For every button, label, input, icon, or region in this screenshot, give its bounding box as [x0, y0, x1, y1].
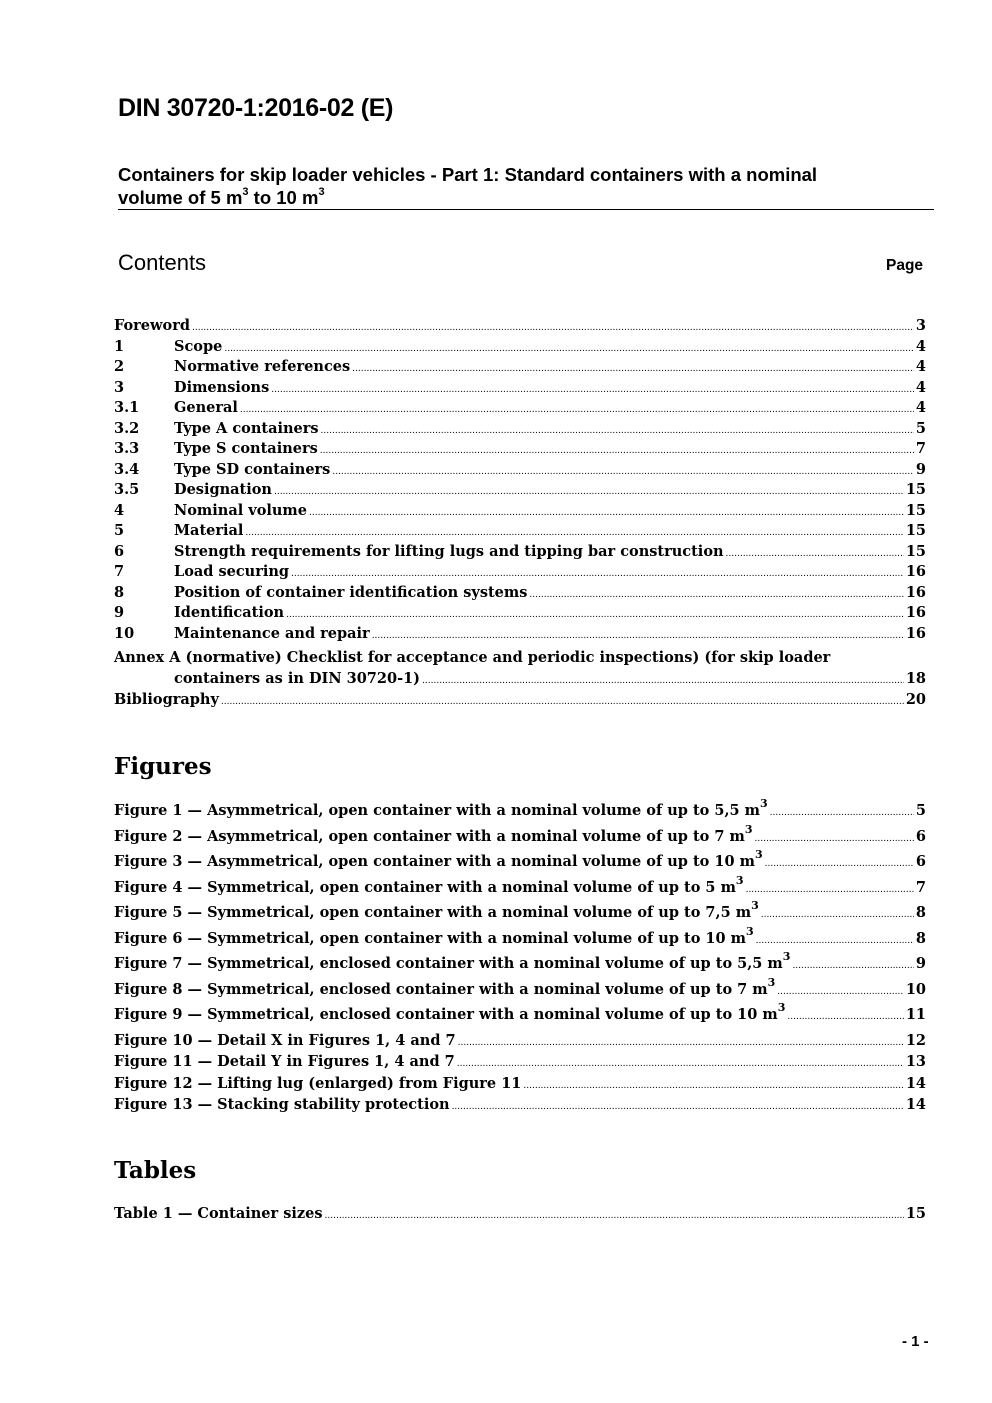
figure-label-superscript: 3 — [735, 873, 744, 887]
toc-leader — [746, 880, 914, 896]
toc-entry-label: Normative references — [174, 358, 351, 375]
title-line-2 — [118, 186, 933, 209]
toc-leader — [755, 829, 914, 845]
figure-entry-page: 8 — [915, 904, 926, 921]
toc-leader — [245, 523, 903, 539]
toc-entry-label: General — [174, 399, 238, 416]
tables-heading: Tables — [114, 1157, 197, 1184]
toc-entry[interactable] — [114, 563, 926, 584]
toc-leader — [291, 564, 904, 580]
toc-leader — [352, 359, 914, 375]
toc-entry-page: 15 — [905, 501, 926, 519]
figure-label-superscript: 3 — [767, 975, 776, 989]
document-title — [118, 163, 933, 209]
figure-entry-label — [114, 899, 759, 921]
toc-entry-number: 3.1 — [114, 399, 140, 416]
toc-entry-number: 3.5 — [114, 481, 140, 498]
toc-leader — [761, 905, 914, 921]
toc-entry-label: Position of container identification systems — [174, 583, 528, 601]
toc-leader — [457, 1054, 904, 1070]
toc-entry-label: Strength requirements for lifting lugs and tipping bar construction — [174, 542, 724, 560]
toc-entry-label: Bibliography — [114, 690, 219, 708]
toc-entry[interactable] — [114, 543, 926, 564]
page-column-label: Page — [886, 257, 924, 274]
toc-entry-page: 15 — [905, 542, 926, 560]
toc-entry-page: 15 — [905, 522, 926, 539]
toc-entry-label: Type A containers — [174, 419, 319, 437]
toc-leader — [309, 503, 904, 519]
toc-entry-number: 8 — [114, 583, 125, 601]
toc-entry[interactable] — [114, 522, 926, 543]
toc-leader — [792, 956, 913, 972]
toc-entry[interactable] — [114, 604, 926, 625]
annex-title-line-2: containers as in DIN 30720-1) — [174, 670, 421, 687]
figure-label-text: Figure 7 — Symmetrical, enclosed container with a nominal volume of up to 5,5 m — [114, 955, 783, 972]
toc-leader — [756, 931, 914, 947]
toc-entry-page: 4 — [915, 358, 926, 375]
toc-entry-page: 15 — [905, 481, 926, 498]
toc-entry-number: 9 — [114, 604, 125, 621]
document-id: DIN 30720-1:2016-02 (E) — [118, 94, 394, 122]
toc-entry[interactable] — [114, 379, 926, 400]
toc-entry-label: Maintenance and repair — [174, 624, 370, 642]
toc-entry-foreword[interactable] — [114, 317, 926, 338]
toc-entry-label: Load securing — [174, 563, 290, 580]
figure-entry[interactable] — [114, 899, 926, 930]
toc-leader — [321, 421, 914, 437]
toc-entry-number: 3.4 — [114, 460, 140, 478]
figure-entry-page: 9 — [915, 955, 926, 972]
toc-entry-number: 2 — [114, 358, 125, 375]
toc-entry-page: 16 — [905, 604, 926, 621]
figure-entry-label — [114, 1001, 786, 1023]
toc-leader — [770, 803, 914, 819]
toc-leader — [452, 1097, 904, 1113]
title-superscript-1: 3 — [242, 185, 249, 198]
toc-entry-number: 6 — [114, 542, 125, 560]
toc-entry-number: 7 — [114, 563, 125, 580]
toc-entry-page: 16 — [905, 583, 926, 601]
figure-entry-label: Figure 13 — Stacking stability protection — [114, 1096, 450, 1113]
figure-label-superscript: 3 — [754, 848, 763, 862]
toc-leader — [240, 400, 914, 416]
toc-entry-bibliography[interactable] — [114, 691, 926, 712]
figure-entry-label — [114, 950, 791, 972]
figure-label-superscript: 3 — [777, 1001, 786, 1015]
figure-entry[interactable] — [114, 1053, 926, 1075]
toc-entry[interactable] — [114, 584, 926, 605]
toc-entry-page: 7 — [915, 440, 926, 457]
contents-heading: Contents — [118, 250, 207, 275]
annex-title-continued: (for skip loader — [699, 649, 831, 666]
table-entry-page: 15 — [905, 1205, 926, 1222]
toc-entry-page: 4 — [915, 378, 926, 396]
toc-leader — [529, 585, 903, 601]
figure-entry-page: 7 — [915, 878, 926, 896]
toc-leader — [777, 982, 904, 998]
title-divider — [118, 209, 934, 210]
toc-entry-page: 18 — [905, 670, 926, 687]
toc-entry-page: 20 — [905, 690, 926, 708]
toc-leader — [271, 380, 914, 396]
title-line-1: Containers for skip loader vehicles - Part 1: Standard containers with a nominal — [118, 164, 818, 185]
annex-title: Annex A (normative) Checklist for acceptance and periodic inspections — [114, 649, 693, 666]
toc-leader — [523, 1076, 903, 1092]
toc-entry-number: 3 — [114, 378, 125, 396]
title-line-2-part-b: to 10 m — [248, 187, 319, 208]
toc-leader — [286, 605, 904, 621]
toc-entry-label: Designation — [174, 481, 272, 498]
figure-entry-page: 11 — [905, 1006, 926, 1023]
toc-entry-number: 3.2 — [114, 419, 140, 437]
toc-entry[interactable] — [114, 399, 926, 420]
figure-entry[interactable] — [114, 797, 926, 828]
toc-entry-label: Material — [174, 522, 244, 539]
figure-entry-page: 10 — [905, 980, 926, 998]
figure-label-superscript: 3 — [782, 950, 791, 964]
figure-label-text: Figure 8 — Symmetrical, enclosed container with a nominal volume of up to 7 m — [114, 980, 768, 998]
toc-leader — [726, 544, 904, 560]
toc-entry-number: 3.3 — [114, 440, 140, 457]
toc-entry-page: 4 — [915, 337, 926, 355]
figure-entry-label: Figure 10 — Detail X in Figures 1, 4 and 7 — [114, 1031, 456, 1049]
toc-leader — [787, 1007, 903, 1023]
figure-entry-label: Figure 11 — Detail Y in Figures 1, 4 and 7 — [114, 1053, 455, 1070]
figure-label-text: Figure 4 — Symmetrical, open container with a nominal volume of up to 5 m — [114, 878, 736, 896]
toc-leader — [224, 339, 914, 355]
figures-heading: Figures — [114, 753, 212, 780]
toc-leader — [458, 1033, 904, 1049]
figure-entry-label — [114, 797, 768, 819]
toc-entry-page: 3 — [915, 317, 926, 334]
figure-entry-label — [114, 873, 744, 896]
toc-entry-number: 10 — [114, 624, 135, 642]
toc-entry-label: Identification — [174, 604, 285, 621]
toc-leader — [325, 1206, 904, 1222]
figure-entry-page: 13 — [905, 1053, 926, 1070]
toc-entry[interactable] — [114, 461, 926, 482]
table-entry-label: Table 1 — Container sizes — [114, 1205, 323, 1222]
toc-entry[interactable] — [114, 502, 926, 523]
figure-entry-page: 6 — [915, 827, 926, 845]
toc-entry[interactable] — [114, 358, 926, 379]
toc-entry-label: Dimensions — [174, 378, 270, 396]
toc-entry-label: Scope — [174, 337, 223, 355]
figure-entry-page: 6 — [915, 853, 926, 870]
toc-leader — [221, 692, 904, 708]
annex-paren: ) — [692, 649, 700, 666]
toc-leader — [372, 626, 904, 642]
toc-entry-annex[interactable] — [114, 649, 926, 670]
figure-entry[interactable] — [114, 1096, 926, 1118]
figure-entry-label — [114, 924, 754, 947]
figure-entry[interactable] — [114, 950, 926, 981]
toc-entry-page: 16 — [905, 624, 926, 642]
toc-leader — [765, 854, 914, 870]
figure-label-text: Figure 2 — Asymmetrical, open container with a nominal volume of up to 7 m — [114, 827, 745, 845]
figure-label-superscript: 3 — [744, 822, 753, 836]
toc-entry-page: 5 — [915, 419, 926, 437]
tables-list — [114, 1205, 926, 1226]
toc-entry-label: Type SD containers — [174, 460, 331, 478]
figure-label-text: Figure 5 — Symmetrical, open container with a nominal volume of up to 7,5 m — [114, 904, 752, 921]
figure-entry-label — [114, 975, 776, 998]
figure-entry[interactable] — [114, 1075, 926, 1097]
toc-entry-page: 4 — [915, 399, 926, 416]
figure-entry[interactable] — [114, 924, 926, 956]
figure-entry[interactable] — [114, 822, 926, 854]
toc-entry[interactable] — [114, 338, 926, 359]
figure-label-superscript: 3 — [746, 924, 754, 938]
figure-entry-page: 14 — [905, 1074, 926, 1092]
toc-entry[interactable] — [114, 481, 926, 502]
toc-entry-page: 9 — [915, 460, 926, 478]
figure-label-text: Figure 6 — Symmetrical, open container with a nominal volume of up to 10 m — [114, 929, 747, 947]
toc-entry[interactable] — [114, 440, 926, 461]
toc-leader — [274, 482, 904, 498]
toc-entry-label: Type S containers — [174, 440, 318, 457]
toc-entry-number: 1 — [114, 337, 125, 355]
toc-leader — [320, 441, 914, 457]
figure-entry-page: 14 — [905, 1096, 926, 1113]
toc-entry-page: 16 — [905, 563, 926, 580]
page-number: - 1 - — [902, 1333, 929, 1350]
toc-leader — [422, 671, 904, 687]
figure-entry-label — [114, 822, 753, 845]
figure-label-text: Figure 1 — Asymmetrical, open container with a nominal volume of up to 5,5 m — [114, 802, 760, 819]
figure-entry[interactable] — [114, 848, 926, 879]
figure-entry-label — [114, 848, 763, 870]
toc-entry-number: 4 — [114, 501, 125, 519]
toc-entry-number: 5 — [114, 522, 125, 539]
figure-entry[interactable] — [114, 873, 926, 905]
toc-leader — [192, 318, 914, 334]
figure-entry[interactable] — [114, 1001, 926, 1032]
toc-entry[interactable] — [114, 625, 926, 646]
contents-list — [114, 317, 926, 711]
toc-entry-label: Nominal volume — [174, 501, 307, 519]
figure-entry-page: 8 — [915, 929, 926, 947]
figure-entry-page: 5 — [915, 802, 926, 819]
toc-entry-label: Foreword — [114, 317, 190, 334]
figure-entry[interactable] — [114, 1032, 926, 1054]
figure-label-text: Figure 9 — Symmetrical, enclosed container with a nominal volume of up to 10 m — [114, 1006, 778, 1023]
toc-entry-annex-continued[interactable] — [114, 670, 926, 691]
title-superscript-2: 3 — [318, 185, 325, 198]
figure-entry-label: Figure 12 — Lifting lug (enlarged) from Figure 11 — [114, 1074, 522, 1092]
table-entry[interactable] — [114, 1205, 926, 1226]
toc-entry[interactable] — [114, 420, 926, 441]
figure-label-text: Figure 3 — Asymmetrical, open container with a nominal volume of up to 10 m — [114, 853, 755, 870]
figures-list — [114, 797, 926, 1118]
figure-label-superscript: 3 — [760, 797, 768, 811]
toc-leader — [332, 462, 914, 478]
title-line-2-part-a: volume of 5 m — [118, 187, 243, 208]
figure-label-superscript: 3 — [751, 899, 759, 913]
figure-entry-page: 12 — [905, 1031, 926, 1049]
figure-entry[interactable] — [114, 975, 926, 1007]
